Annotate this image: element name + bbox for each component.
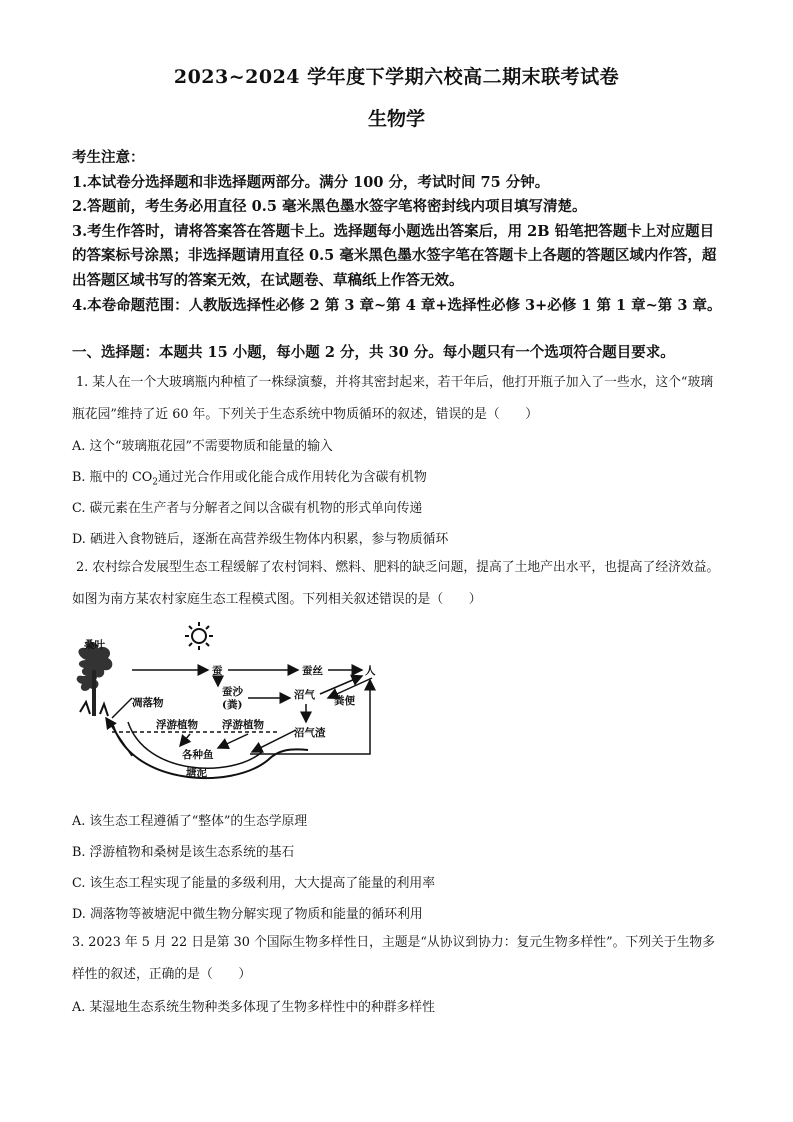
q1-option-c: C. 碳元素在生产者与分解者之间以含碳有机物的形式单向传递 — [72, 501, 423, 516]
question-stem: 3. 2023 年 5 月 22 日是第 30 个国际生物多样性日，主题是“从协议到协力：复元生物多样性”。下列关于生物多样性的叙述，正确的是（ ） — [72, 935, 715, 982]
notes-heading: 考生注意： — [72, 149, 145, 166]
label-litter: 凋落物 — [132, 697, 164, 709]
label-silk: 蚕丝 — [302, 665, 323, 677]
label-pond-mud: 塘泥 — [186, 767, 207, 779]
q2-option-c: C. 该生态工程实现了能量的多级利用，大大提高了能量的利用率 — [72, 876, 435, 891]
q2-option-d: D. 凋落物等被塘泥中微生物分解实现了物质和能量的循环利用 — [72, 907, 423, 922]
q1-option-b-sub: 2 — [152, 477, 159, 488]
q2-option-a: A. 该生态工程遵循了“整体”的生态学原理 — [72, 814, 308, 829]
q3-option-a: A. 某湿地生态系统生物种类多体现了生物多样性中的种群多样性 — [72, 1000, 435, 1015]
label-silkworm-feces-2: (粪) — [222, 699, 243, 711]
question-3-stem — [72, 927, 724, 990]
label-mulberry-leaf: 桑叶 — [84, 639, 105, 651]
q1-option-b-post: 通过光合作用或化能合成作用转化为含碳有机物 — [158, 470, 427, 485]
section-heading: 一、选择题：本题共 15 小题，每小题 2 分，共 30 分。每小题只有一个选项符合题目要求。 — [72, 344, 675, 361]
label-manure: 粪便 — [334, 695, 355, 707]
sun-icon — [185, 622, 213, 650]
q1-option-d: D. 硒进入食物链后，逐渐在高营养级生物体内积累，参与物质循环 — [72, 532, 449, 547]
q1-option-a: A. 这个“玻璃瓶花园”不需要物质和能量的输入 — [72, 439, 333, 454]
question-1-stem — [72, 367, 724, 430]
label-plankton-left: 浮游植物 — [156, 719, 198, 731]
note-item: 4.本卷命题范围：人教版选择性必修 2 第 3 章~第 4 章+选择性必修 3+必修 1 第 1 章~第 3 章。 — [72, 296, 722, 314]
label-biogas: 沼气 — [294, 689, 315, 701]
eco-engineering-diagram — [72, 618, 402, 788]
q1-option-b-pre: B. 瓶中的 CO — [72, 470, 153, 485]
label-human: 人 — [365, 665, 376, 677]
question-stem: 2. 农村综合发展型生态工程缓解了农村饲料、燃料、肥料的缺乏问题，提高了土地产出水平，也提高了经济效益。如图为南方某农村家庭生态工程模式图。下列相关叙述错误的是（ ） — [72, 560, 720, 607]
q1-option-b — [72, 466, 724, 488]
question-stem: 1. 某人在一个大玻璃瓶内种植了一株绿演藜，并将其密封起来，若干年后，他打开瓶子加入了一些水，这个“玻璃瓶花园”维持了近 60 年。下列关于生态系统中物质循环的叙述，错误的是（ ） — [72, 375, 714, 422]
exam-subject: 生物学 — [367, 108, 425, 130]
label-silkworm-feces: 蚕沙 — [222, 686, 243, 698]
mulberry-tree-icon — [77, 642, 113, 716]
note-item: 2.答题前，考生务必用直径 0.5 毫米黑色墨水签字笔将密封线内项目填写清楚。 — [72, 198, 587, 216]
exam-notes — [72, 146, 722, 318]
exam-title: 2023~2024 学年度下学期六校高二期末联考试卷 — [173, 66, 620, 88]
note-item: 3.考生作答时，请将答案答在答题卡上。选择题每小题选出答案后，用 2B 铅笔把答题卡上对应题目的答案标号涂黑；非选择题请用直径 0.5 毫米黑色墨水签字笔在答题卡上各题的答题区域内作答，超出答题区域书写的答案无效，在试题卷、草稿纸上作答无效。 — [72, 222, 717, 289]
label-biogas-residue: 沼气渣 — [294, 727, 326, 739]
q2-option-b: B. 浮游植物和桑树是该生态系统的基石 — [72, 845, 295, 860]
label-fish: 各种鱼 — [182, 749, 214, 761]
label-silkworm: 蚕 — [212, 665, 223, 677]
question-2-stem — [72, 552, 724, 615]
label-plankton-right: 浮游植物 — [222, 719, 264, 731]
note-item: 1.本试卷分选择题和非选择题两部分。满分 100 分，考试时间 75 分钟。 — [72, 173, 550, 191]
